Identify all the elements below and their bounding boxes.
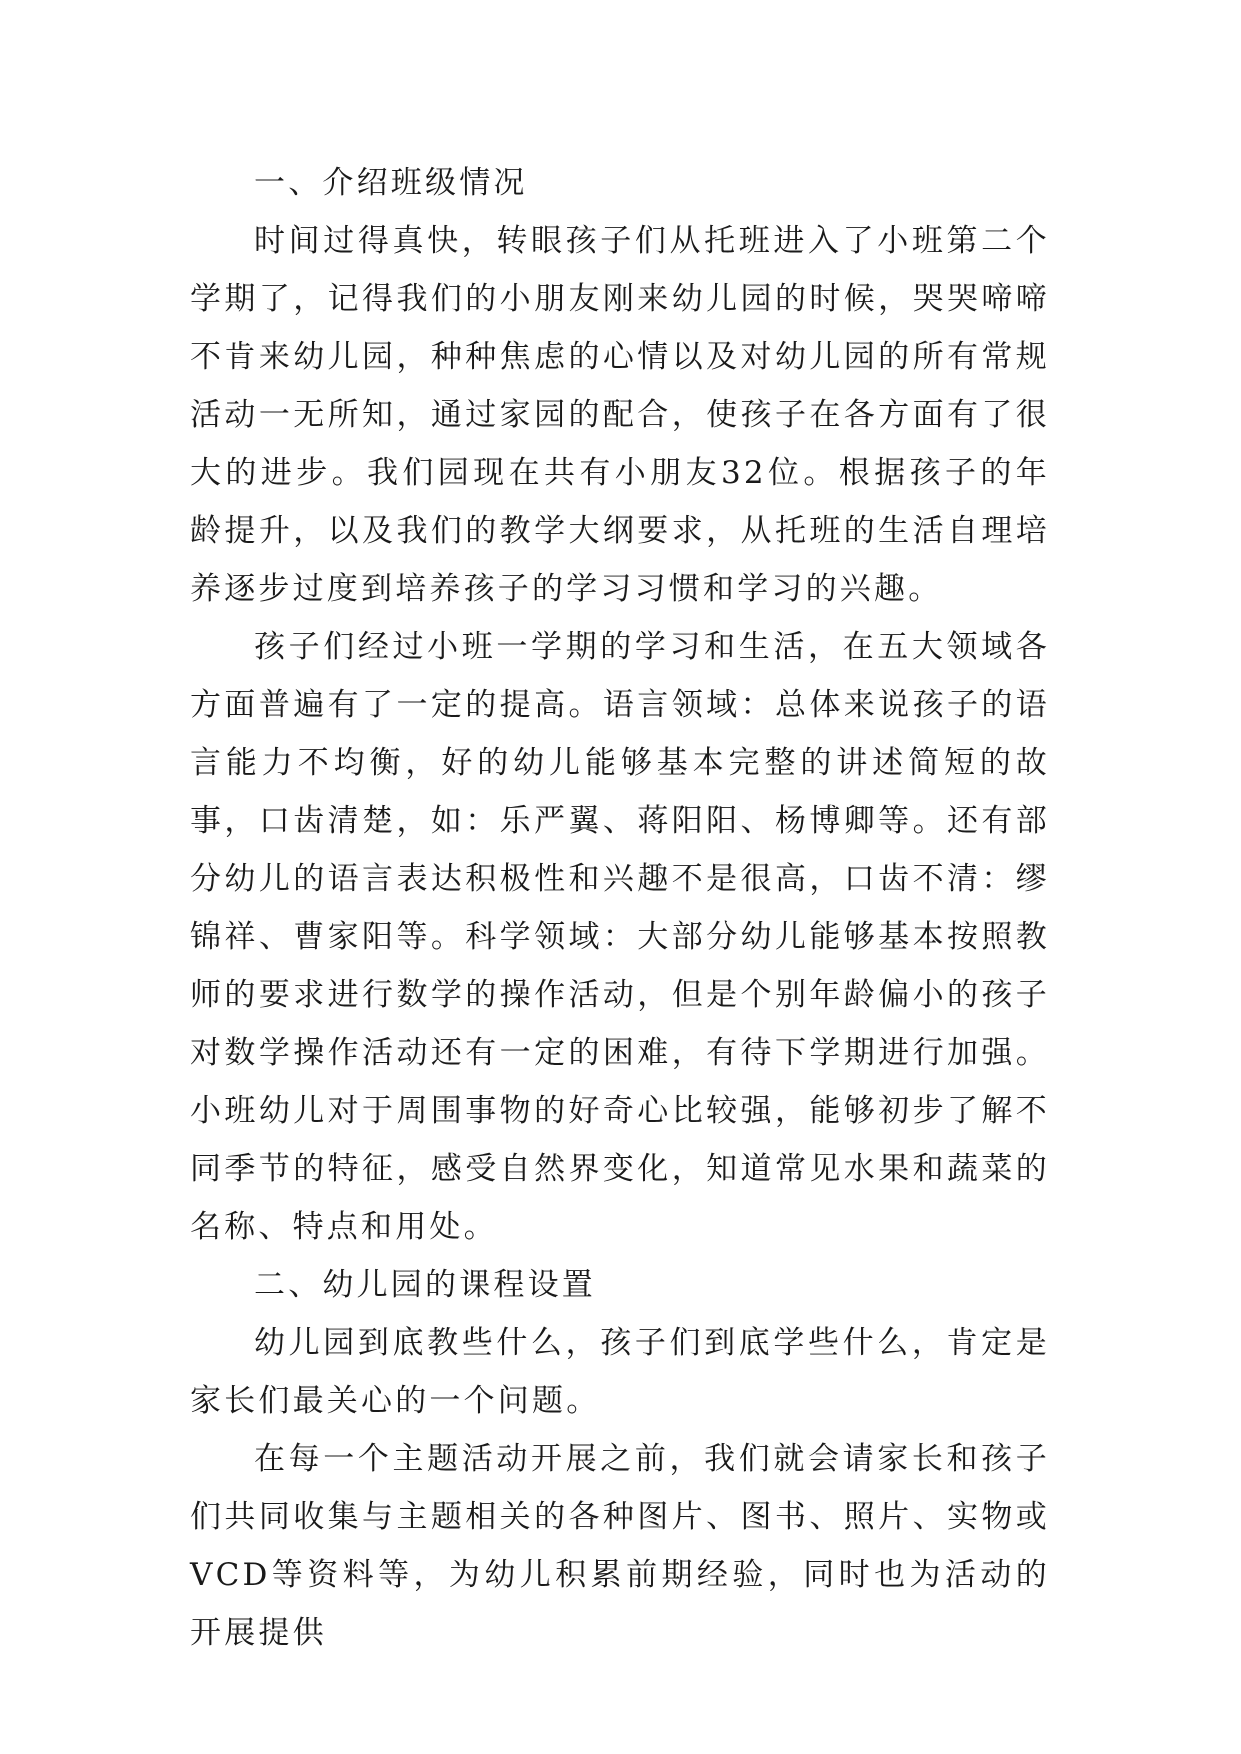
paragraph-class-intro: 时间过得真快，转眼孩子们从托班进入了小班第二个学期了，记得我们的小朋友刚来幼儿园的时候，哭哭啼啼不肯来幼儿园，种种焦虑的心情以及对幼儿园的所有常规活动一无所知，通过家园的配合，使孩子在各方面有了很大的进步。我们园现在共有小朋友32位。根据孩子的年龄提升，以及我们的教学大纲要求，从托班的生活自理培养逐步过度到培养孩子的学习习惯和学习的兴趣。 bbox=[190, 223, 1050, 607]
paragraph-theme-activities: 在每一个主题活动开展之前，我们就会请家长和孩子们共同收集与主题相关的各种图片、图书、照片、实物或VCD等资料等，为幼儿积累前期经验，同时也为活动的开展提供 bbox=[190, 1441, 1050, 1651]
paragraph-domain-progress: 孩子们经过小班一学期的学习和生活，在五大领域各方面普遍有了一定的提高。语言领域：总体来说孩子的语言能力不均衡，好的幼儿能够基本完整的讲述简短的故事，口齿清楚，如：乐严翼、蒋阳阳、杨博卿等。还有部分幼儿的语言表达积极性和兴趣不是很高，口齿不清：缪锦祥、曹家阳等。科学领域：大部分幼儿能够基本按照教师的要求进行数学的操作活动，但是个别年龄偏小的孩子对数学操作活动还有一定的困难，有待下学期进行加强。小班幼儿对于周围事物的好奇心比较强，能够初步了解不同季节的特征，感受自然界变化，知道常见水果和蔬菜的名称、特点和用处。 bbox=[190, 629, 1050, 1245]
section-heading-1: 一、介绍班级情况 bbox=[254, 165, 528, 201]
document-page bbox=[190, 154, 1050, 1662]
paragraph-curriculum-question: 幼儿园到底教些什么，孩子们到底学些什么，肯定是家长们最关心的一个问题。 bbox=[190, 1325, 1050, 1419]
section-heading-2: 二、幼儿园的课程设置 bbox=[254, 1267, 596, 1303]
